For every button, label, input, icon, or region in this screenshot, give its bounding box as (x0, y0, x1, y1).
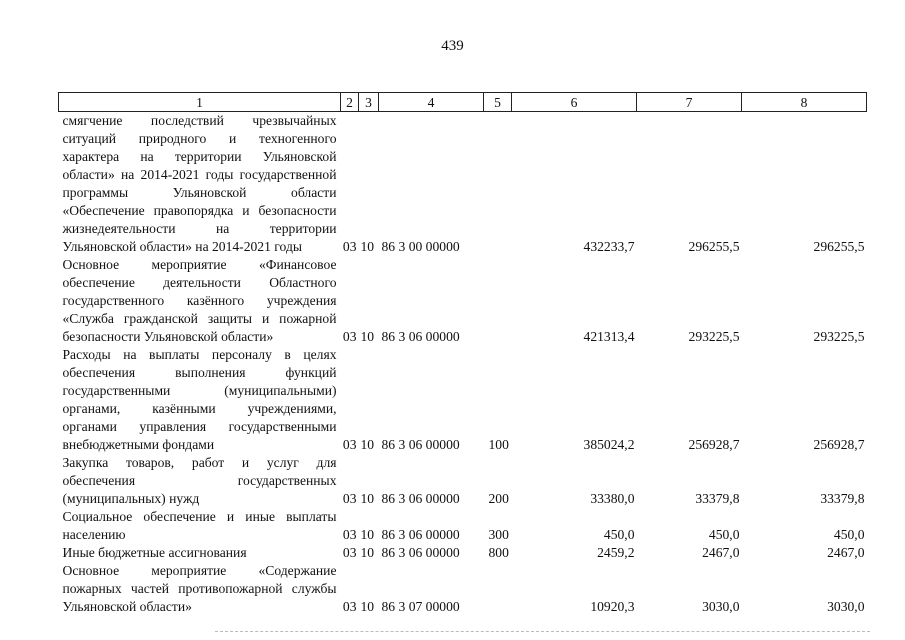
row-amount-col7: 293225,5 (688, 329, 740, 344)
table-row (59, 562, 867, 616)
row-amount-col6: 421313,4 (583, 329, 635, 344)
row-amount-col8: 296255,5 (813, 239, 865, 254)
row-expense-type: 200 (488, 491, 509, 506)
header-cell-2: 2 (341, 93, 359, 112)
row-target-code: 86 3 06 00000 (381, 491, 460, 506)
row-amount-col8: 33379,8 (820, 491, 865, 506)
table-row (59, 454, 867, 508)
table-row (59, 256, 867, 346)
row-section-code: 03 (342, 239, 357, 254)
table-row (59, 508, 867, 544)
row-section-code: 03 (342, 491, 357, 506)
row-amount-col6: 10920,3 (590, 599, 635, 614)
row-expense-type (484, 256, 512, 346)
header-cell-8: 8 (742, 93, 867, 112)
row-section-code: 03 (342, 527, 357, 542)
row-expense-type: 300 (488, 527, 509, 542)
header-cell-1: 1 (59, 93, 341, 112)
row-amount-col8: 2467,0 (827, 545, 865, 560)
page-bottom-divider (215, 631, 870, 632)
row-description: Иные бюджетные ассигнования (62, 545, 247, 560)
row-amount-col7: 256928,7 (688, 437, 740, 452)
table-row (59, 544, 867, 562)
row-amount-col8: 450,0 (833, 527, 865, 542)
row-amount-col8: 3030,0 (827, 599, 865, 614)
row-section-code: 03 (342, 599, 357, 614)
header-cell-5: 5 (484, 93, 512, 112)
row-target-code: 86 3 06 00000 (381, 527, 460, 542)
row-amount-col8: 256928,7 (813, 437, 865, 452)
row-target-code: 86 3 06 00000 (381, 437, 460, 452)
row-amount-col6: 432233,7 (583, 239, 635, 254)
header-row (59, 93, 867, 112)
row-amount-col7: 450,0 (708, 527, 740, 542)
row-subsection-code: 10 (360, 491, 375, 506)
row-subsection-code: 10 (360, 437, 375, 452)
header-cell-7: 7 (637, 93, 742, 112)
row-description: Закупка товаров, работ и услуг для обеспечения государственных (муниципальных) нужд (62, 455, 337, 506)
row-amount-col7: 33379,8 (695, 491, 740, 506)
header-cell-6: 6 (512, 93, 637, 112)
row-amount-col6: 2459,2 (597, 545, 635, 560)
row-amount-col6: 33380,0 (590, 491, 635, 506)
row-amount-col6: 450,0 (603, 527, 635, 542)
row-amount-col7: 296255,5 (688, 239, 740, 254)
row-description: Расходы на выплаты персоналу в целях обеспечения выполнения функций государственными (муниципальными) органами, казёнными учреждениями, органами управления государственными внебюджетными фондами (62, 347, 337, 452)
row-amount-col6: 385024,2 (583, 437, 635, 452)
row-subsection-code: 10 (360, 545, 375, 560)
row-target-code: 86 3 06 00000 (381, 545, 460, 560)
row-section-code: 03 (342, 545, 357, 560)
row-expense-type (484, 562, 512, 616)
row-subsection-code: 10 (360, 527, 375, 542)
table-row (59, 112, 867, 257)
row-subsection-code: 10 (360, 599, 375, 614)
row-description: Основное мероприятие «Финансовое обеспечение деятельности Областного государственного казённого учреждения «Служба гражданской защиты и пожарной безопасности Ульяновской области» (62, 257, 337, 344)
row-target-code: 86 3 07 00000 (381, 599, 460, 614)
row-section-code: 03 (342, 437, 357, 452)
row-amount-col8: 293225,5 (813, 329, 865, 344)
budget-table (58, 92, 867, 616)
row-amount-col7: 3030,0 (702, 599, 740, 614)
row-subsection-code: 10 (360, 329, 375, 344)
row-description: Социальное обеспечение и иные выплаты населению (62, 509, 337, 542)
row-expense-type (484, 112, 512, 257)
row-target-code: 86 3 06 00000 (381, 329, 460, 344)
header-cell-3: 3 (359, 93, 379, 112)
header-cell-4: 4 (379, 93, 484, 112)
row-description: смягчение последствий чрезвычайных ситуаций природного и техногенного характера на территории Ульяновской области» на 2014-2021 годы государственной программы Ульяновской области «Обеспечение правопорядка и безопасности жизнедеятельности на территории Ульяновской области» на 2014-2021 годы (62, 113, 337, 254)
row-expense-type: 800 (488, 545, 509, 560)
row-subsection-code: 10 (360, 239, 375, 254)
table-row (59, 346, 867, 454)
page-number: 439 (441, 38, 464, 54)
row-section-code: 03 (342, 329, 357, 344)
row-target-code: 86 3 00 00000 (381, 239, 460, 254)
row-description: Основное мероприятие «Содержание пожарных частей противопожарной службы Ульяновской области» (62, 563, 337, 614)
row-expense-type: 100 (488, 437, 509, 452)
row-amount-col7: 2467,0 (702, 545, 740, 560)
